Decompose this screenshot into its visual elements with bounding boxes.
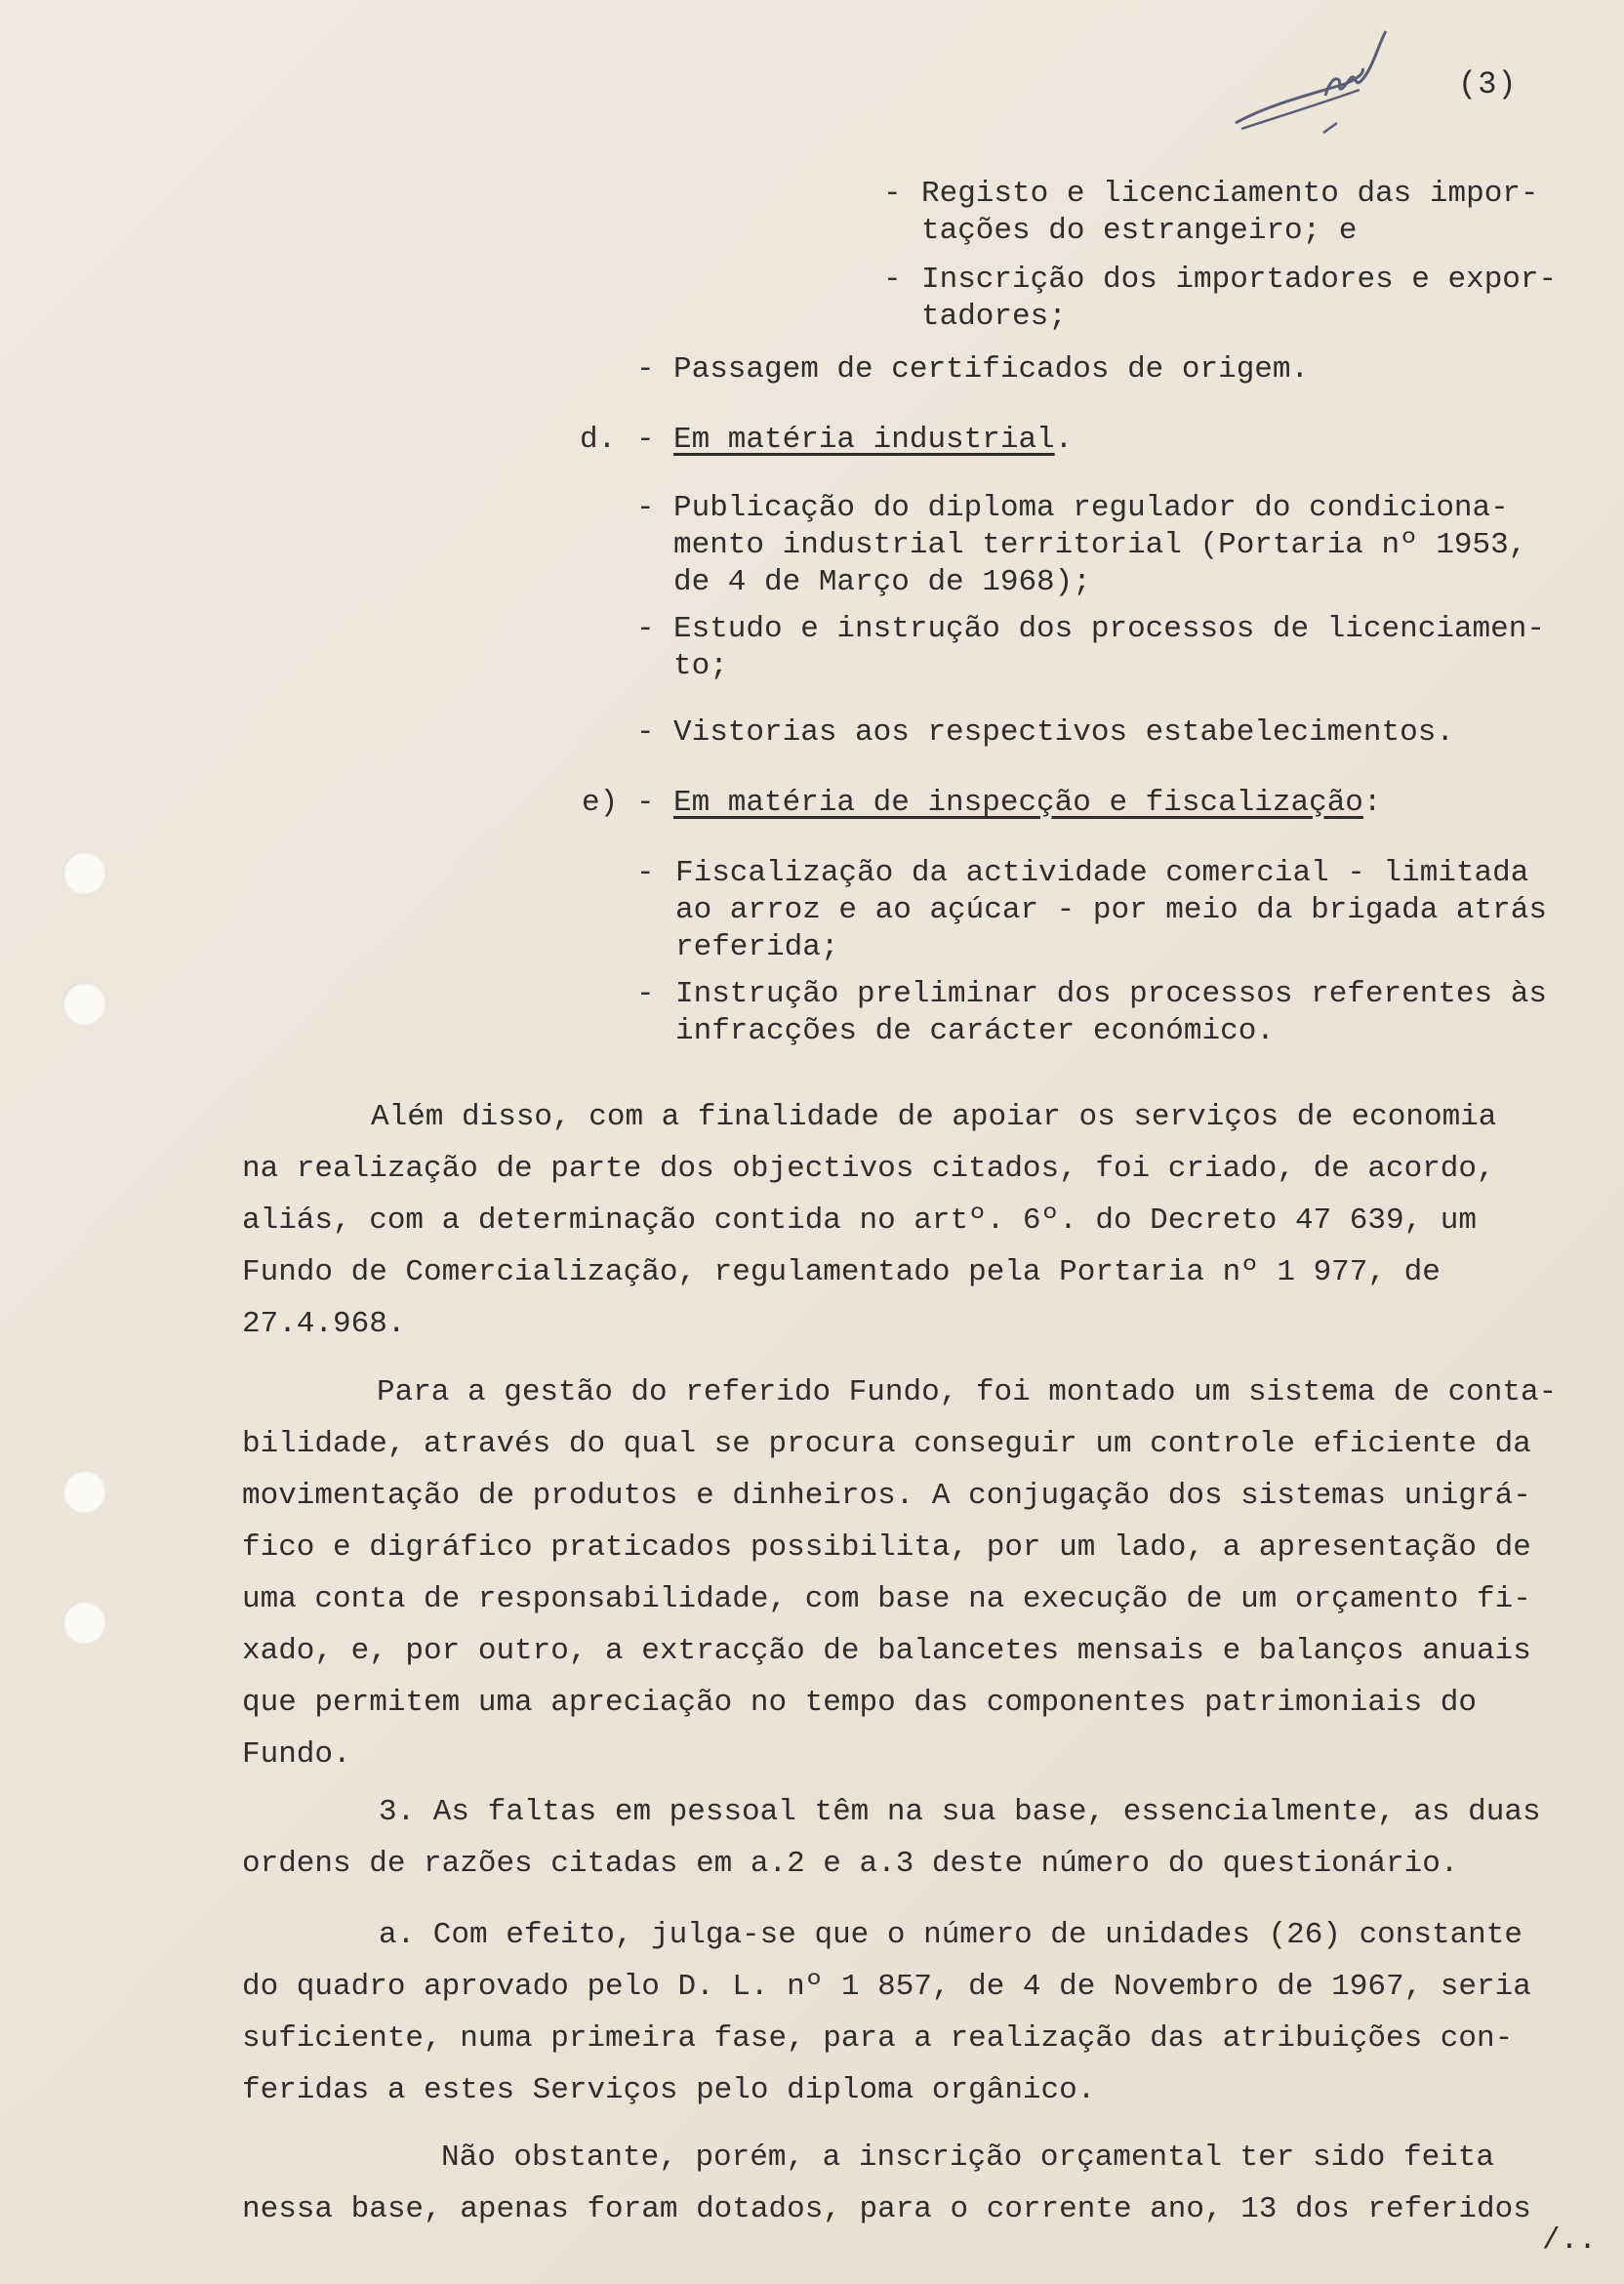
section-marker-d: d. xyxy=(580,423,617,457)
punch-hole xyxy=(62,851,105,894)
paragraph: Não obstante, porém, a inscrição orçamental ter sido feita nessa base, apenas foram dotados, para o corrente ano, 13 dos referidos xyxy=(242,2141,1531,2226)
list-dash: - xyxy=(636,786,655,820)
list-dash: - xyxy=(883,263,902,297)
paragraph: a. Com efeito, julga-se que o número de unidades (26) constante do quadro aprovado pelo D. L. nº 1 857, de 4 de Novembro de 1967, seria suficiente, numa primeira fase, para a realização das atribuições con- feridas a estes Serviços pelo diploma orgânico. xyxy=(242,1918,1531,2107)
list-dash: - xyxy=(636,612,655,646)
punch-hole xyxy=(62,982,105,1025)
list-dash: - xyxy=(636,977,655,1011)
list-dash: - xyxy=(883,177,902,211)
list-item: Fiscalização da actividade comercial - limitada ao arroz e ao açúcar - por meio da brigada atrás referida; xyxy=(675,856,1547,964)
list-dash: - xyxy=(636,423,655,457)
list-item: Passagem de certificados de origem. xyxy=(673,352,1310,387)
list-item: Instrução preliminar dos processos referentes às infracções de carácter económico. xyxy=(675,977,1547,1048)
section-heading-d: Em matéria industrial. xyxy=(673,423,1074,457)
list-dash: - xyxy=(636,352,655,387)
paragraph: 3. As faltas em pessoal têm na sua base, essencialmente, as duas ordens de razões citadas em a.2 e a.3 deste número do questionário. xyxy=(242,1795,1541,1881)
list-item: Estudo e instrução dos processos de licenciamen- to; xyxy=(673,612,1545,683)
list-dash: - xyxy=(636,491,655,525)
section-marker-e: e) xyxy=(582,786,619,820)
punch-hole xyxy=(62,1470,105,1513)
list-dash: - xyxy=(636,715,655,750)
list-item: Vistorias aos respectivos estabelecimentos. xyxy=(673,715,1454,750)
list-item: Inscrição dos importadores e expor- tadores; xyxy=(921,263,1558,334)
section-heading-e: Em matéria de inspecção e fiscalização: xyxy=(673,786,1382,820)
paragraph: Para a gestão do referido Fundo, foi montado um sistema de conta- bilidade, através do qual se procura conseguir um controle eficiente da movimentação de produtos e dinheiros. A conjugação dos sistemas unigrá- fico e digráfico praticados possibilita, por um lado, a apresentação de uma conta de responsabilidade, com base na execução de um orçamento fi- xado, e, por outro, a extracção de balancetes mensais e balanços anuais que permitem uma apreciação no tempo das componentes patrimoniais do Fundo. xyxy=(242,1375,1558,1772)
handwritten-signature xyxy=(1228,27,1413,144)
continuation-mark: /.. xyxy=(1542,2223,1597,2258)
paragraph: Além disso, com a finalidade de apoiar os serviços de economia na realização de parte dos objectivos citados, foi criado, de acordo, aliás, com a determinação contida no artº. 6º. do Decreto 47 639, um Fundo de Comercialização, regulamentado pela Portaria nº 1 977, de 27.4.968. xyxy=(242,1100,1497,1341)
list-item: Registo e licenciamento das impor- tações do estrangeiro; e xyxy=(921,177,1539,248)
list-dash: - xyxy=(636,856,655,890)
punch-hole xyxy=(62,1601,105,1644)
page-number: (3) xyxy=(1458,66,1518,102)
list-item: Publicação do diploma regulador do condiciona- mento industrial territorial (Portaria nº 1953, de 4 de Março de 1968); xyxy=(673,491,1527,599)
